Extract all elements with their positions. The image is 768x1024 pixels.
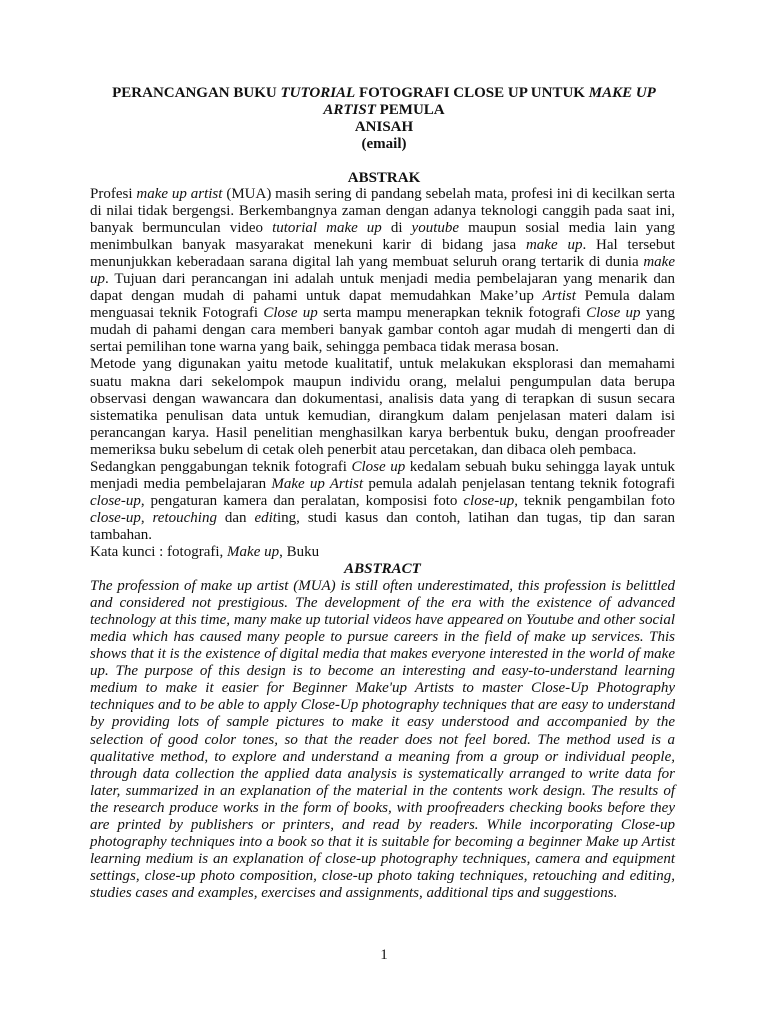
text-run: Profesi	[90, 186, 137, 202]
text-run: kedalam sebuah buku sehingga layak untuk menjadi media pembelajaran	[90, 458, 676, 492]
text-run: . Tujuan dari perancangan ini adalah untuk menjadi media pembelajaran yang menarik dan dapat dengan mudah di pahami untuk dapat memudahkan Make’up	[90, 271, 675, 305]
italic-text-run: edit	[254, 509, 277, 526]
abstrak-keywords	[90, 544, 675, 561]
italic-text-run: tutorial make up	[272, 220, 382, 237]
text-run: , teknik pengambilan foto	[514, 492, 675, 509]
italic-text-run: close-up	[90, 509, 141, 526]
text-run: . Hal tersebut menunjukkan keberadaan sarana digital lah yang membuat seluruh orang tertarik di dunia	[90, 237, 675, 271]
text-run: pemula adalah penjelasan tentang teknik fotografi	[363, 475, 675, 492]
italic-text-run: close-up	[463, 492, 515, 509]
text-run: maupun sosial media lain yang menimbulkan banyak masyarakat menekuni karir di bidang jasa	[90, 220, 676, 254]
text-run: Kata kunci : fotografi,	[90, 543, 228, 560]
text-run: ,	[140, 509, 153, 526]
italic-text-run: Artist	[542, 288, 576, 305]
abstrak-paragraph-3	[90, 459, 675, 544]
text-run: serta mampu menerapkan teknik fotografi	[317, 305, 587, 322]
italic-text-run: Close up	[263, 305, 318, 322]
text-run: (MUA) masih sering di pandang sebelah mata, profesi ini di kecilkan serta di nilai tidak bergengsi. Berkembangnya zaman dengan adanya teknologi canggih pada saat ini, banyak bermunculan video	[90, 186, 676, 237]
page-number: 1	[380, 947, 388, 963]
abstrak-paragraph-1	[90, 186, 675, 356]
abstract-english-paragraph: The profession of make up artist (MUA) is still often underestimated, this profession is belittled and considered not prestigious. The development of the era with the existence of advanced technology at this time, many make up tutorial videos have appeared on Youtube and other social media which has caused many people to pursue careers in the field of make up services. This shows that it is the existence of digital media that makes everyone interested in the world of make up. The purpose of this design is to become an interesting and easy-to-understand learning medium to make it easier for Beginner Make'up Artists to master Close-Up Photography techniques and to be able to apply Close-Up photography techniques that are easy to understand by providing lots of sample pictures to make it easy understood and accompanied by the selection of good color tones, so that the reader does not feel bored. The method used is a qualitative method, to explore and understand a meaning from a group or individual people, through data collection the applied data analysis is systematically arranged to write data for later, summarized in an explanation of the material in the contents work design. The results of the research produce works in the form of books, with proofreaders checking books before they are printed by publishers or printers, and read by readers. While incorporating Close-up photography techniques into a book so that it is suitable for becoming a beginner Make up Artist learning medium is an explanation of close-up photography techniques, camera and equipment settings, close-up photo composition, close-up photo taking techniques, retouching and editing, studies cases and examples, exercises and assignments, additional tips and suggestions.	[90, 578, 675, 901]
abstract-heading: ABSTRACT	[344, 561, 421, 578]
paper-title-block	[90, 85, 678, 153]
paper-title-line-1: PERANCANGAN BUKU TUTORIAL FOTOGRAFI CLOSE UP UNTUK MAKE UP	[112, 85, 656, 101]
text-run: , Buku	[279, 543, 320, 560]
abstract-body	[90, 186, 675, 902]
text-run: Sedangkan penggabungan teknik fotografi	[90, 458, 352, 475]
italic-text-run: close-up	[90, 492, 141, 509]
italic-text-run: retouching	[152, 509, 217, 526]
italic-text-run: make up	[90, 254, 675, 288]
italic-text-run: Close up	[351, 458, 406, 475]
text-run: ing, studi kasus dan contoh, latihan dan tugas, tip dan saran tambahan.	[90, 509, 675, 543]
text-run: yang mudah di pahami dengan cara memberi banyak gambar contoh agar mudah di mengerti dan di sertai pemilihan tone warna yang baik, sehingga pembaca tidak merasa bosan.	[90, 305, 676, 356]
paper-title-line-2: ARTIST PEMULA	[323, 102, 445, 118]
italic-text-run: youtube	[411, 220, 460, 237]
text-run: , pengaturan kamera dan peralatan, komposisi foto	[140, 492, 464, 509]
abstrak-paragraph-2	[90, 356, 675, 458]
italic-text-run: Close up	[586, 305, 641, 322]
text-run: Pemula dalam menguasai teknik Fotografi	[90, 288, 675, 322]
author-email: (email)	[361, 136, 407, 152]
text-run: dan	[216, 509, 255, 526]
italic-text-run: make up artist	[136, 186, 223, 202]
text-run: di	[381, 220, 412, 237]
italic-text-run: Make up Artist	[271, 475, 364, 492]
text-run: Metode yang digunakan yaitu metode kualitatif, untuk melakukan eksplorasi dan memahami suatu makna dari sekelompok maupun individu orang, melalui pengumpulan data berupa observasi dengan wawancara dan dokumentasi, analisis data yang di terapkan di susun secara sistematika penulisan data untuk kemudian, dirangkum dalam penjelasan materi dalam isi perancangan karya. Hasil penelitian menghasilkan karya berbentuk buku, dengan proofreader memeriksa buku sebelum di cetak oleh penerbit atau percetakan, dan dibaca oleh pembaca.	[90, 356, 675, 458]
author-name: ANISAH	[354, 119, 414, 135]
abstrak-heading: ABSTRAK	[347, 170, 421, 186]
italic-text-run: make up	[525, 237, 583, 254]
italic-text-run: Make up	[227, 543, 280, 560]
